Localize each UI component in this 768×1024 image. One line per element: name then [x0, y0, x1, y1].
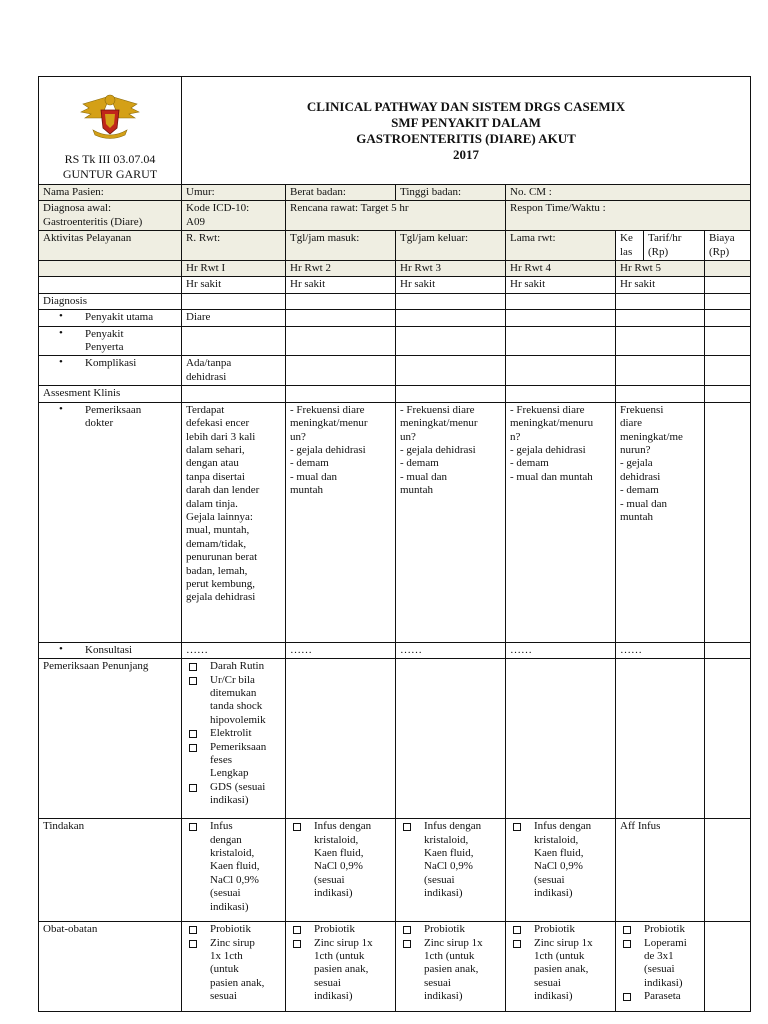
- diagnosis-section-label: Diagnosis: [39, 293, 182, 309]
- garuda-emblem-icon: [79, 90, 141, 142]
- checklist-item[interactable]: Pemeriksaan feses Lengkap: [186, 741, 281, 781]
- hari-sakit-5[interactable]: Hr sakit: [616, 277, 705, 293]
- day-header-2: Hr Rwt 2: [286, 261, 396, 277]
- obat-day-5-item[interactable]: Loperami de 3x1 (sesuai indikasi): [620, 937, 700, 991]
- hari-sakit-3[interactable]: Hr sakit: [396, 277, 506, 293]
- pemeriksaan-day-1: Terdapat defekasi encer lebih dari 3 kali dalam sehari, dengan atau tanpa disertai darah dan lender dalam tinja. Gejala lainnya: mual, muntah, demam/tidak, penurunan berat badan, lemah, perut kembung, gejala dehidrasi: [182, 402, 286, 642]
- komplikasi-value: Ada/tanpa dehidrasi: [182, 356, 286, 386]
- pemeriksaan-day-4: - Frekuensi diare meningkat/menuru n? - gejala dehidrasi - demam - mual dan muntah: [506, 402, 616, 642]
- hospital-cell: [39, 77, 182, 185]
- pemeriksaan-day-5: Frekuensi diare meningkat/me nurun? - gejala dehidrasi - demam - mual dan muntah: [616, 402, 705, 642]
- pemeriksaan-day-2: - Frekuensi diare meningkat/menur un? - gejala dehidrasi - demam - mual dan muntah: [286, 402, 396, 642]
- penyakit-utama-value: Diare: [182, 310, 286, 326]
- obat-day-1-item[interactable]: Zinc sirup 1x 1cth (untuk pasien anak, sesuai: [186, 937, 281, 1004]
- ruang-rawat-field[interactable]: R. Rwt:: [182, 231, 286, 261]
- obat-day-5-item[interactable]: Probiotik: [620, 923, 700, 936]
- title-line-3: GASTROENTERITIS (DIARE) AKUT: [356, 130, 576, 146]
- obat-day-2-item[interactable]: Zinc sirup 1x 1cth (untuk pasien anak, sesuai indikasi): [290, 937, 391, 1004]
- nama-pasien-field[interactable]: Nama Pasien:: [39, 185, 182, 201]
- rencana-rawat-field[interactable]: Rencana rawat: Target 5 hr: [286, 201, 506, 231]
- lama-rawat-field[interactable]: Lama rwt:: [506, 231, 616, 261]
- no-cm-field[interactable]: No. CM :: [506, 185, 751, 201]
- empty-cell: [705, 261, 751, 277]
- hari-sakit-4[interactable]: Hr sakit: [506, 277, 616, 293]
- empty-cell: [39, 277, 182, 293]
- penyakit-penyerta-label: • Penyakit Penyerta: [39, 326, 182, 356]
- konsultasi-day-4[interactable]: ……: [506, 642, 616, 658]
- respon-time-field[interactable]: Respon Time/Waktu :: [506, 201, 751, 231]
- tindakan-label: Tindakan: [39, 819, 182, 922]
- checklist-item[interactable]: GDS (sesuai indikasi): [186, 781, 281, 808]
- hari-sakit-2[interactable]: Hr sakit: [286, 277, 396, 293]
- checklist-item[interactable]: Ur/Cr bila ditemukan tanda shock hipovolemik: [186, 674, 281, 728]
- pemeriksaan-penunjang-label: Pemeriksaan Penunjang: [39, 659, 182, 819]
- form-title: [182, 77, 751, 185]
- day-header-4: Hr Rwt 4: [506, 261, 616, 277]
- konsultasi-day-3[interactable]: ……: [396, 642, 506, 658]
- aktivitas-pelayanan-label: Aktivitas Pelayanan: [39, 231, 182, 261]
- day-header-1: Hr Rwt I: [182, 261, 286, 277]
- tindakan-day-5: Aff Infus: [616, 819, 705, 922]
- konsultasi-label: • Konsultasi: [39, 642, 182, 658]
- obat-day-3-item[interactable]: Probiotik: [400, 923, 501, 936]
- penunjang-checklist: [186, 660, 281, 807]
- tindakan-day-1[interactable]: Infus dengan kristaloid, Kaen fluid, NaCl 0,9% (sesuai indikasi): [186, 820, 281, 914]
- checklist-item[interactable]: Darah Rutin: [186, 660, 281, 673]
- empty-cell: [39, 261, 182, 277]
- obat-day-2-item[interactable]: Probiotik: [290, 923, 391, 936]
- title-line-1: CLINICAL PATHWAY DAN SISTEM DRGS CASEMIX: [306, 98, 626, 114]
- day-header-3: Hr Rwt 3: [396, 261, 506, 277]
- obat-day-5-item[interactable]: Paraseta: [620, 990, 700, 1003]
- obat-obatan-label: Obat-obatan: [39, 922, 182, 1012]
- hospital-code: RS Tk III 03.07.04: [64, 152, 156, 166]
- title-line-2: SMF PENYAKIT DALAM: [391, 114, 541, 130]
- konsultasi-day-5[interactable]: ……: [616, 642, 705, 658]
- hospital-name: GUNTUR GARUT: [62, 167, 158, 181]
- day-header-5: Hr Rwt 5: [616, 261, 705, 277]
- tinggi-badan-field[interactable]: Tinggi badan:: [396, 185, 506, 201]
- clinical-pathway-form: [38, 76, 750, 1003]
- pemeriksaan-day-3: - Frekuensi diare meningkat/menur un? - gejala dehidrasi - demam - mual dan muntah: [396, 402, 506, 642]
- berat-badan-field[interactable]: Berat badan:: [286, 185, 396, 201]
- umur-field[interactable]: Umur:: [182, 185, 286, 201]
- tarif-field[interactable]: Tarif/hr (Rp): [644, 231, 705, 261]
- tindakan-day-2[interactable]: Infus dengan kristaloid, Kaen fluid, NaCl 0,9% (sesuai indikasi): [290, 820, 391, 900]
- tgl-masuk-field[interactable]: Tgl/jam masuk:: [286, 231, 396, 261]
- penyakit-utama-label: • Penyakit utama: [39, 310, 182, 326]
- kelas-field[interactable]: Ke las: [616, 231, 644, 261]
- tgl-keluar-field[interactable]: Tgl/jam keluar:: [396, 231, 506, 261]
- tindakan-day-3[interactable]: Infus dengan kristaloid, Kaen fluid, NaCl 0,9% (sesuai indikasi): [400, 820, 501, 900]
- obat-day-4-item[interactable]: Zinc sirup 1x 1cth (untuk pasien anak, sesuai indikasi): [510, 937, 611, 1004]
- diagnosa-awal-field[interactable]: Diagnosa awal: Gastroenteritis (Diare): [39, 201, 182, 231]
- assesment-section-label: Assesment Klinis: [39, 386, 182, 402]
- obat-day-1-item[interactable]: Probiotik: [186, 923, 281, 936]
- konsultasi-day-2[interactable]: ……: [286, 642, 396, 658]
- biaya-field[interactable]: Biaya (Rp): [705, 231, 751, 261]
- empty-cell: [705, 277, 751, 293]
- kode-icd-field[interactable]: Kode ICD-10: A09: [182, 201, 286, 231]
- hari-sakit-1[interactable]: Hr sakit: [182, 277, 286, 293]
- tindakan-day-4[interactable]: Infus dengan kristaloid, Kaen fluid, NaCl 0,9% (sesuai indikasi): [510, 820, 611, 900]
- obat-day-3-item[interactable]: Zinc sirup 1x 1cth (untuk pasien anak, sesuai indikasi): [400, 937, 501, 1004]
- konsultasi-day-1[interactable]: ……: [182, 642, 286, 658]
- komplikasi-label: • Komplikasi: [39, 356, 182, 386]
- pathway-table: [38, 76, 751, 1012]
- title-line-4: 2017: [453, 146, 480, 162]
- obat-day-4-item[interactable]: Probiotik: [510, 923, 611, 936]
- checklist-item[interactable]: Elektrolit: [186, 727, 281, 740]
- pemeriksaan-dokter-label: • Pemeriksaan dokter: [39, 402, 182, 642]
